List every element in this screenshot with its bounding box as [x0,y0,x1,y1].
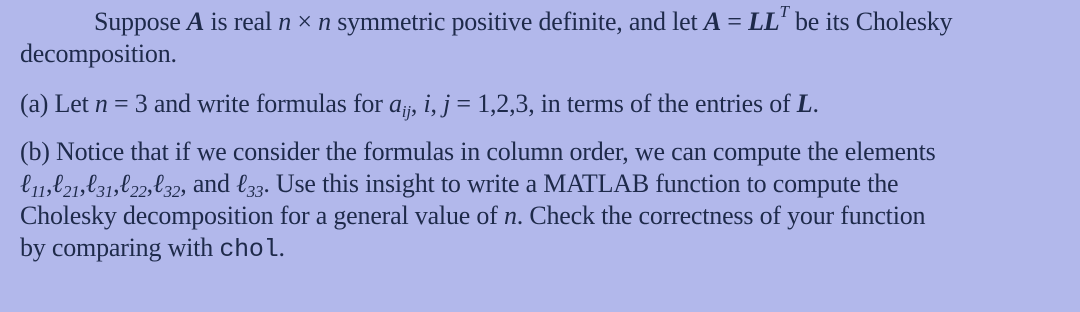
var-n: n [278,7,292,36]
var-a: a [388,89,402,118]
var-n: n [318,7,331,36]
ell-symbol: ℓ [20,169,31,198]
ell-symbol: ℓ [85,169,97,198]
text-range: = 1,2,3, in terms of the entries of [450,89,797,118]
comma: , [146,169,153,198]
part-b-line-1: (b) Notice that if we consider the formulas in column order, we can compute the elements [20,137,936,166]
subscript-ij: ij [401,102,411,121]
comma: , [410,89,424,118]
part-a [20,88,819,120]
transpose-superscript: T [779,2,789,21]
part-b-line-3 [20,200,936,232]
subscript-22: 22 [130,182,147,201]
ell-symbol: ℓ [52,169,63,198]
var-n: n [94,89,108,118]
text-eq3: = 3 and write formulas for [107,89,389,118]
subscript-32: 32 [163,182,181,201]
text-is-real: is real [204,7,279,36]
ell-symbol: ℓ [119,169,131,198]
matrix-LL: LL [748,7,780,36]
matrix-A: A [703,7,721,36]
var-j: j [443,89,451,118]
var-n: n [503,201,517,230]
part-b-line-4 [20,232,936,266]
comma: , [79,169,86,198]
subscript-21: 21 [62,182,80,201]
matrix-L: L [796,89,813,118]
text-be-its-cholesky: be its Cholesky [788,7,953,36]
subscript-33: 33 [246,182,264,201]
period: . [278,233,285,262]
times-symbol: × [291,7,319,36]
equals-symbol: = [720,7,749,36]
ell-symbol: ℓ [236,169,247,198]
subscript-11: 11 [30,182,46,201]
text-by-comparing: by comparing with [20,233,220,262]
text-suppose: Suppose [94,7,188,36]
text-symmetric: symmetric positive definite, and let [330,7,704,36]
text-matlab-insight: . Use this insight to write a MATLAB function to compute the [263,169,899,198]
text-cholesky-general: Cholesky decomposition for a general value of [20,201,504,230]
subscript-31: 31 [96,182,114,201]
part-b-line-2 [20,168,936,200]
period: . [812,89,819,118]
ell-symbol: ℓ [152,169,164,198]
comma: , [113,169,120,198]
comma: , [430,89,444,118]
var-i: i [423,89,431,118]
matrix-A: A [187,7,205,36]
part-b [20,136,936,266]
problem-intro [20,2,953,70]
intro-line-1 [20,2,953,38]
code-chol: chol [219,235,279,264]
text-check-correctness: . Check the correctness of your function [516,201,926,230]
part-a-label: (a) Let [20,89,95,118]
intro-line-2: decomposition. [20,39,177,68]
text-and: , and [180,169,237,198]
comma: , [45,169,53,198]
